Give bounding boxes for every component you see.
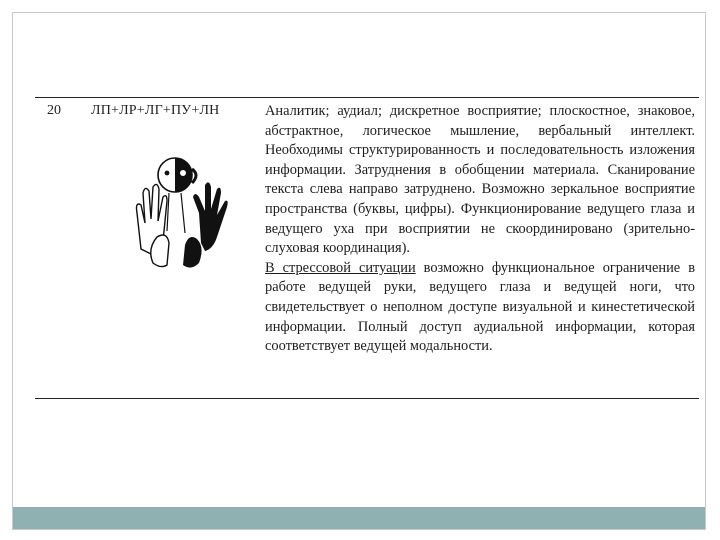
footer-bar [13, 507, 705, 529]
profile-figure-icon [123, 153, 233, 271]
description-paragraph-2-text: возможно функциональное ограничение в работе ведущей руки, ведущего глаза и ведущей ноги, что свидетельствует о неполном доступе визуальной и кинестетической информации. Полный доступ аудиальной информации, которая соответствует ведущей модальности. [265, 259, 695, 355]
description-paragraph-2 [265, 259, 695, 357]
table-top-rule [35, 97, 699, 98]
description-paragraph-1: Аналитик; аудиал; дискретное восприятие; плоскостное, знаковое, абстрактное, логическое мышление, вербальный интеллект. Необходимы структурированность и последовательность изложения информации. Затруднения в обобщении материала. Сканирование текста слева направо затруднено. Возможно зеркальное восприятие пространства (буквы, цифры). Функционирование ведущего глаза и ведущего уха при восприятии не скоординировано (зрительно-слуховая координация). [265, 103, 695, 257]
row-number: 20 [47, 103, 61, 118]
profile-code: ЛП+ЛР+ЛГ+ПУ+ЛН [91, 103, 220, 118]
profile-table-row [35, 97, 699, 399]
table-bottom-rule [35, 398, 699, 399]
slide-frame [12, 12, 706, 530]
profile-description [265, 102, 695, 357]
stress-situation-label: В стрессовой ситуации [265, 259, 416, 276]
